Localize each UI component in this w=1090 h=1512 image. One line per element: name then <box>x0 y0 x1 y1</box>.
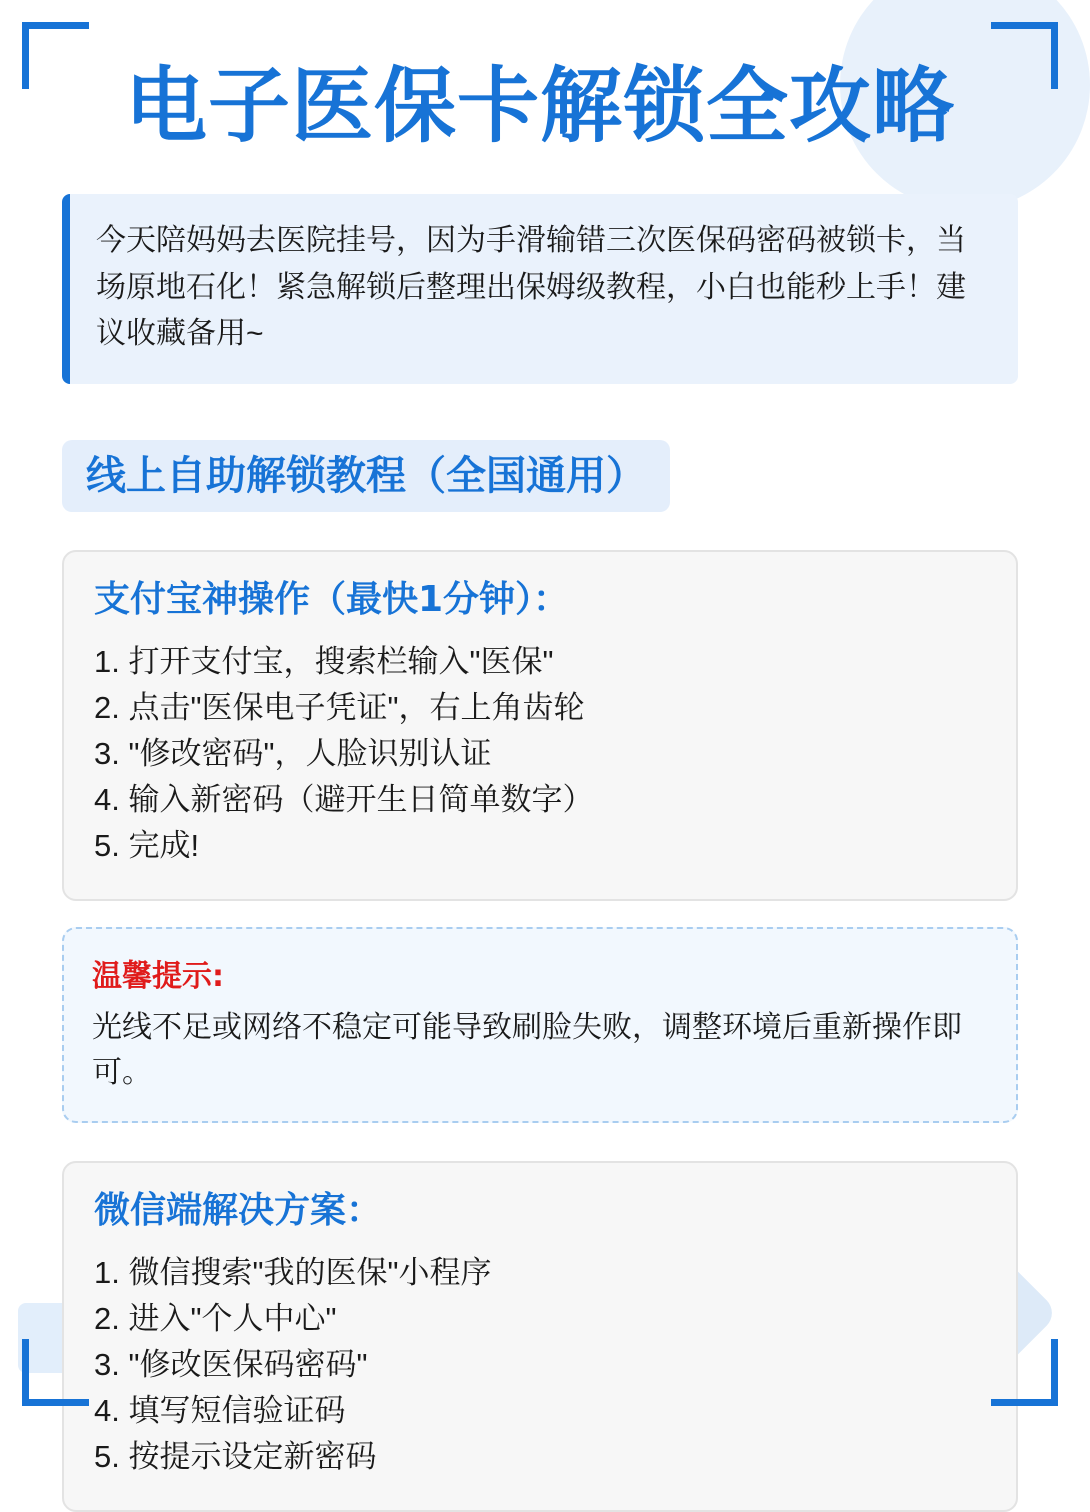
intro-paragraph: 今天陪妈妈去医院挂号，因为手滑输错三次医保码密码被锁卡，当场原地石化！紧急解锁后整理出保姆级教程，小白也能秒上手！建议收藏备用~ <box>62 194 1018 384</box>
wechat-card-title: 微信端解决方案： <box>94 1189 383 1231</box>
corner-bracket-bottom-left <box>22 1339 89 1406</box>
list-item: 1. 打开支付宝，搜索栏输入"医保" <box>94 643 554 679</box>
list-item: 3. "修改医保码密码" <box>94 1347 368 1383</box>
list-item: 4. 输入新密码（避开生日简单数字） <box>94 781 594 817</box>
list-item: 1. 微信搜索"我的医保"小程序 <box>94 1255 492 1291</box>
list-item: 5. 按提示设定新密码 <box>94 1439 377 1475</box>
section-title: 线上自助解锁教程（全国通用） <box>86 452 646 499</box>
list-item: 2. 点击"医保电子凭证"，右上角齿轮 <box>94 689 585 725</box>
tip-label: 温馨提示: <box>92 958 224 994</box>
wechat-step-list <box>94 1250 986 1480</box>
alipay-step-list <box>94 639 986 869</box>
wechat-card <box>62 1161 1018 1512</box>
section-title-container <box>62 440 670 512</box>
corner-bracket-bottom-right <box>991 1339 1058 1406</box>
alipay-card-title: 支付宝神操作（最快1分钟）： <box>94 578 570 620</box>
corner-bracket-top-left <box>22 22 89 89</box>
corner-bracket-top-right <box>991 22 1058 89</box>
list-item: 5. 完成! <box>94 827 200 863</box>
tip-box <box>62 927 1018 1123</box>
list-item: 4. 填写短信验证码 <box>94 1393 346 1429</box>
alipay-card <box>62 550 1018 901</box>
page-title: 电子医保卡解锁全攻略 <box>124 59 955 154</box>
list-item: 2. 进入"个人中心" <box>94 1301 337 1337</box>
tip-text: 光线不足或网络不稳定可能导致刷脸失败，调整环境后重新操作即可。 <box>92 1010 962 1089</box>
list-item: 3. "修改密码"，人脸识别认证 <box>94 735 492 771</box>
